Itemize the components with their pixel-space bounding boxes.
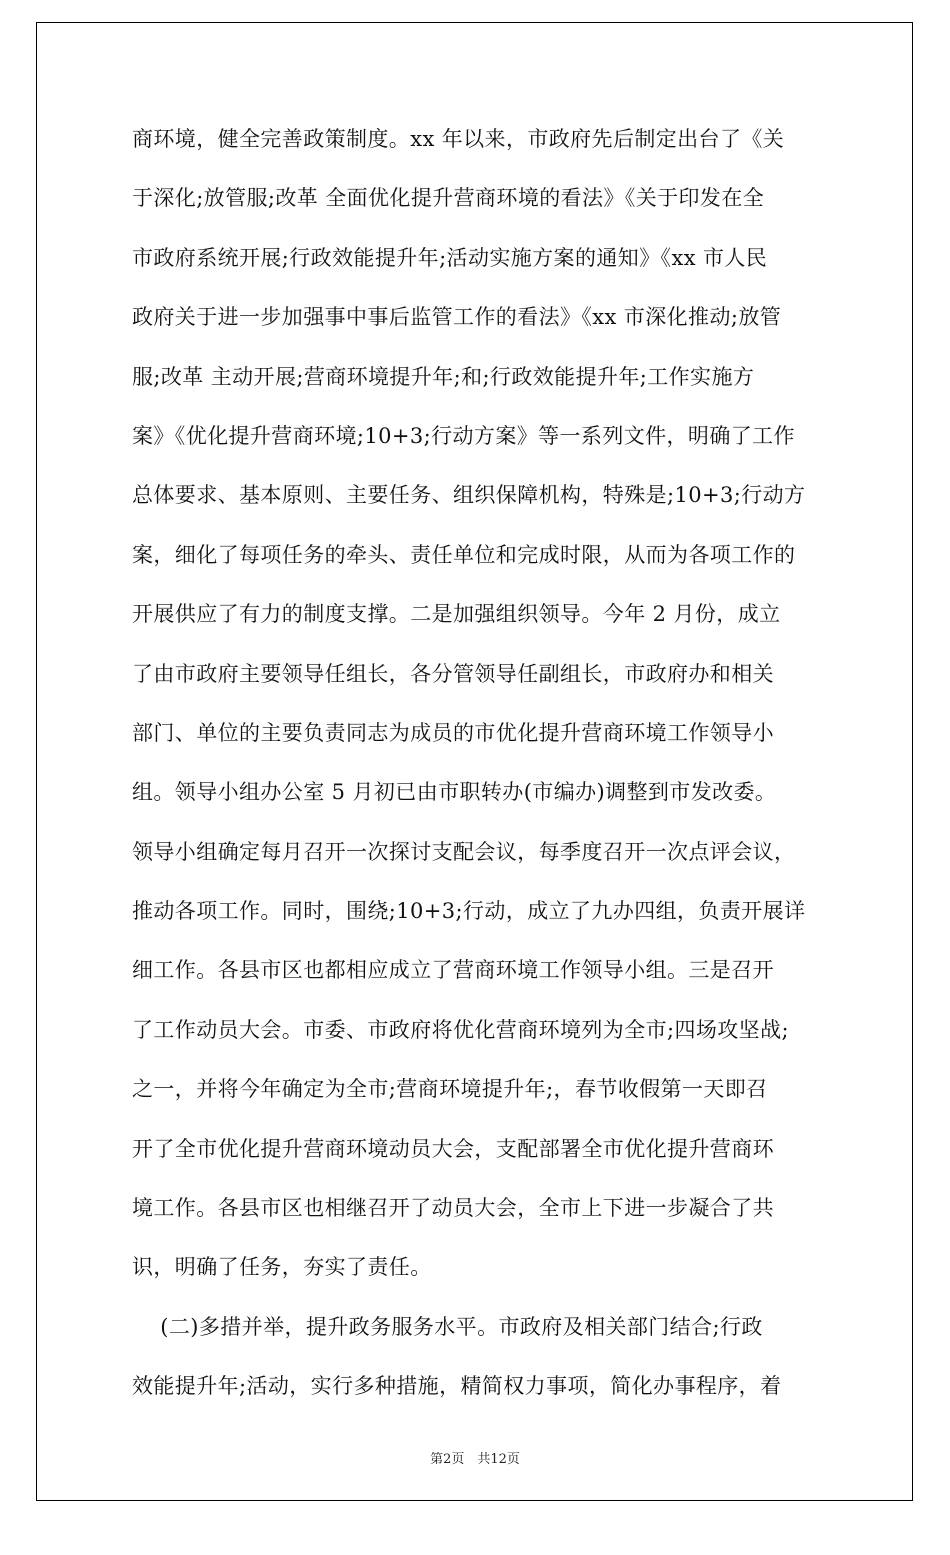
text-line: 政府关于进一步加强事中事后监管工作的看法》《xx 市深化推动;放管 — [132, 305, 782, 330]
text-line: 于深化;放管服;改革 全面优化提升营商环境的看法》《关于印发在全 — [132, 186, 765, 211]
text-line: 之一，并将今年确定为全市;营商环境提升年;，春节收假第一天即召 — [132, 1077, 768, 1102]
text-line: 领导小组确定每月召开一次探讨支配会议，每季度召开一次点评会议， — [132, 839, 796, 864]
text-line: 总体要求、基本原则、主要任务、组织保障机构，特殊是;10+3;行动方 — [132, 483, 806, 508]
text-line: 案，细化了每项任务的牵头、责任单位和完成时限，从而为各项工作的 — [132, 542, 796, 567]
text-line: 商环境，健全完善政策制度。xx 年以来，市政府先后制定出台了《关 — [132, 127, 785, 151]
text-line: 细工作。各县市区也都相应成立了营商环境工作领导小组。三是召开 — [132, 958, 774, 983]
text-line: (二)多措并举，提升政务服务水平。市政府及相关部门结合;行政 — [132, 1314, 763, 1339]
page-number-footer: 第2页 共12页 — [430, 1452, 520, 1467]
document-body — [132, 110, 832, 1417]
text-line: 了由市政府主要领导任组长，各分管领导任副组长，市政府办和相关 — [132, 661, 774, 686]
text-line: 了工作动员大会。市委、市政府将优化营商环境列为全市;四场攻坚战; — [132, 1017, 789, 1042]
text-line: 境工作。各县市区也相继召开了动员大会，全市上下进一步凝合了共 — [132, 1196, 774, 1221]
text-line: 部门、单位的主要负责同志为成员的市优化提升营商环境工作领导小 — [132, 720, 774, 745]
text-line: 组。领导小组办公室 5 月初已由市职转办(市编办)调整到市发改委。 — [132, 780, 777, 805]
text-line: 效能提升年;活动，实行多种措施，精简权力事项，简化办事程序，着 — [132, 1374, 782, 1399]
text-line: 开了全市优化提升营商环境动员大会，支配部署全市优化提升营商环 — [132, 1136, 774, 1161]
text-line: 推动各项工作。同时，围绕;10+3;行动，成立了九办四组，负责开展详 — [132, 899, 806, 924]
text-line: 开展供应了有力的制度支撑。二是加强组织领导。今年 2 月份，成立 — [132, 602, 781, 627]
text-line: 市政府系统开展;行政效能提升年;活动实施方案的通知》《xx 市人民 — [132, 245, 768, 270]
text-line: 识，明确了任务，夯实了责任。 — [132, 1255, 432, 1280]
text-line: 案》《优化提升营商环境;10+3;行动方案》等一系列文件，明确了工作 — [132, 423, 795, 448]
text-line: 服;改革 主动开展;营商环境提升年;和;行政效能提升年;工作实施方 — [132, 364, 755, 389]
